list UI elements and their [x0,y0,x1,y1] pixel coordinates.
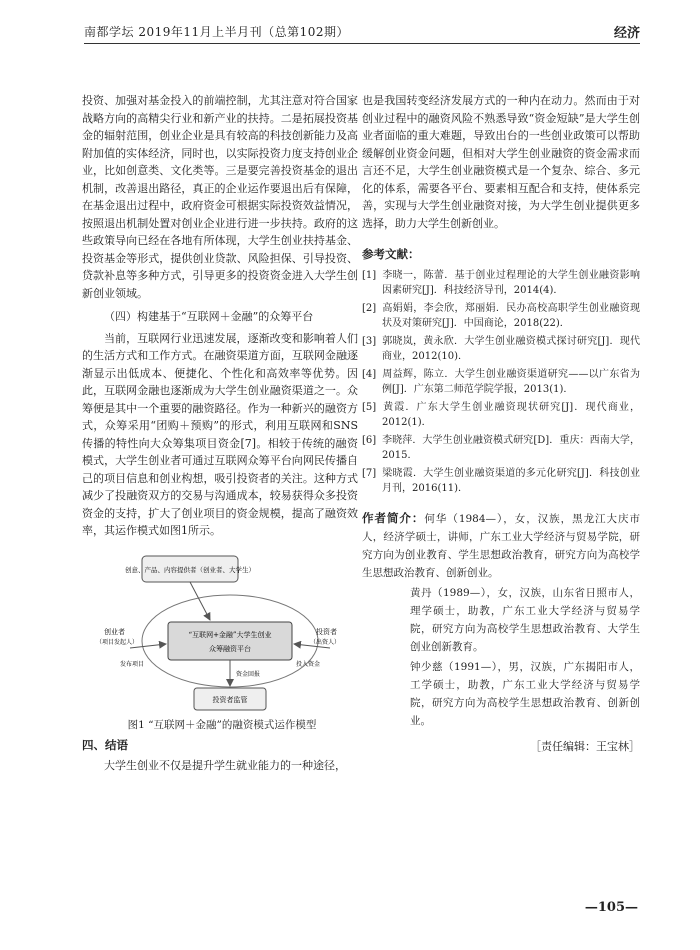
left-column [82,92,358,546]
author-label: 作者简介： [362,510,425,525]
right-arrow-label: 投入资金 [296,661,321,668]
reference-item: [1] 李晓一，陈蕾．基于创业过程理论的大学生创业融资影响因素研究[J]．科技经济导刊，2014(4)． [362,269,640,296]
paragraph: 也是我国转变经济发展方式的一种内在动力。然而由于对创业过程中的融资风险不熟悉导致“资金短缺”是大学生创业者面临的重大难题，导致出台的一些创业政策可以帮助缓解创业资金问题，但相对大学生创业融资的资金需求而言还不足，大学生创业融资模式是一个复杂、综合、多元化的体系，需要各平台、要素相互配合和支持，使体系完善，实现与大学生创业融资对接，为大学生创业提供更多选择，助力大学生创新创业。 [362,94,640,230]
conclusion-heading: 四、结语 [82,738,128,752]
reference-item: [7] 梁晓霞．大学生创业融资渠道的多元化研究[J]．科技创业月刊，2016(11)． [362,467,640,494]
reference-item: [2] 高娟娟，李会欣，郑丽娟．民办高校高职学生创业融资现状及对策研究[J]．中国商论，2018(22)． [362,302,640,329]
arrow-top [190,582,210,620]
right-node-sub: （出资人） [310,639,341,646]
author-bio: 作者简介：何华（1984—），女，汉族，黑龙江大庆市人，经济学硕士，讲师，广东工业大学经济与贸易学院，研究方向为创业教育、学生思想政治教育，研究方向为高校学生思想政治教育、创新创业。 [362,510,640,579]
page-number: —105— [584,900,638,915]
paragraph: 大学生创业不仅是提升学生就业能力的一种途径， [104,758,346,772]
author-bio: 黄丹（1989—），女，汉族，山东省日照市人，理学硕士，助教，广东工业大学经济与贸易学院，研究方向为高校学生思想政治教育、大学生创业创新教育。 [410,586,640,653]
journal-title: 南都学坛 2019年11月上半月刊（总第102期） [84,25,350,39]
references-heading: 参考文献： [362,247,420,261]
left-node-sub: （项目发起人） [96,639,139,646]
center-label-2: 众筹融资平台 [209,645,251,653]
paragraph: 投资、加强对基金投入的前端控制，尤其注意对符合国家战略方向的高精尖行业和新产业的扶持。二是拓展投资基金的辐射范围，创业企业是具有较高的科技创新能力及高附加值的实体经济，同时也，以实际投资力度支持创业企业，比如创意类、文化类等。三是要完善投资基金的退出机制，改善退出路径，真正的企业运作要退出后有保障，在基金退出过程中，政府资金可根据实际投资效益情况，按照退出机制处置对创业企业进行进一步扶持。政府的这些政策导向已经在各地有所体现，大学生创业扶持基金、投资基金等形式，提供创业贷款、风险担保、引导投资、贷款补息等多种方式，引导更多的投资资金进入大学生创新创业领域。 [82,94,358,300]
figure-caption: 图1 “互联网＋金融”的融资模式运作模型 [127,719,317,731]
paragraph: 当前，互联网行业迅速发展，逐渐改变和影响着人们的生活方式和工作方式。在融资渠道方面，互联网金融逐渐显示出低成本、便捷化、个性化和高效率等优势。因此，互联网金融也逐渐成为大学生创业融资渠道之一。众筹便是其中一个重要的融资路径。作为一种新兴的融资方式，众筹采用“团购＋预购”的形式，利用互联网和SNS传播的特性向大众筹集项目资金[7]。相较于传统的融资模式，大学生创业者可通过互联网众筹平台向网民传播自己的项目信息和创业构想，吸引投资者的关注。这种方式减少了投融资双方的交易与沟通成本，较易获得众多投资资金的支持，扩大了创业项目的资金规模，提高了融资效率，其运作模式如图1所示。 [82,331,358,537]
reference-item: [5] 黄霞．广东大学生创业融资现状研究[J]．现代商业，2012(1)． [362,401,640,428]
reference-item: [3] 郭晓岚，黄永欣．大学生创业融资模式探讨研究[J]．现代商业，2012(10)． [362,335,640,362]
figure-diagram [90,552,358,718]
author-bio: 钟少慈（1991—），男，汉族，广东揭阳市人，工学硕士，助教，广东工业大学经济与贸易学院，研究方向为高校学生思想政治教育、创新创业。 [410,660,640,727]
reference-item: [4] 周益辉，陈立．大学生创业融资渠道研究——以广东省为例[J]．广东第二师范学院学报，2013(1)． [362,368,640,395]
right-node-label: 投资者 [316,628,337,636]
left-node-label: 创业者 [104,628,125,636]
top-box-label: 创意、产品、内容提供者（创业者、大学生） [125,566,255,574]
center-label-1: “互联网+金融”大学生创业 [188,631,272,639]
reference-item: [6] 李晓萍．大学生创业融资模式研究[D]．重庆：西南大学，2015． [362,434,640,461]
section-label: 经济 [613,26,640,41]
left-arrow-label: 发布项目 [120,661,145,668]
figure-crowdfunding-model [90,552,358,718]
subsection-heading: （四）构建基于“互联网＋金融”的众筹平台 [104,310,314,323]
bottom-box-label: 投资者监管 [212,696,248,704]
bottom-arrow-label: 资金回报 [236,671,261,678]
header-rule [84,43,640,44]
left-column-bottom [82,735,358,780]
center-platform-box [168,622,292,660]
running-header [84,20,640,42]
right-column [362,92,640,755]
editor-note: ［责任编辑：王宝林］ [530,739,640,753]
